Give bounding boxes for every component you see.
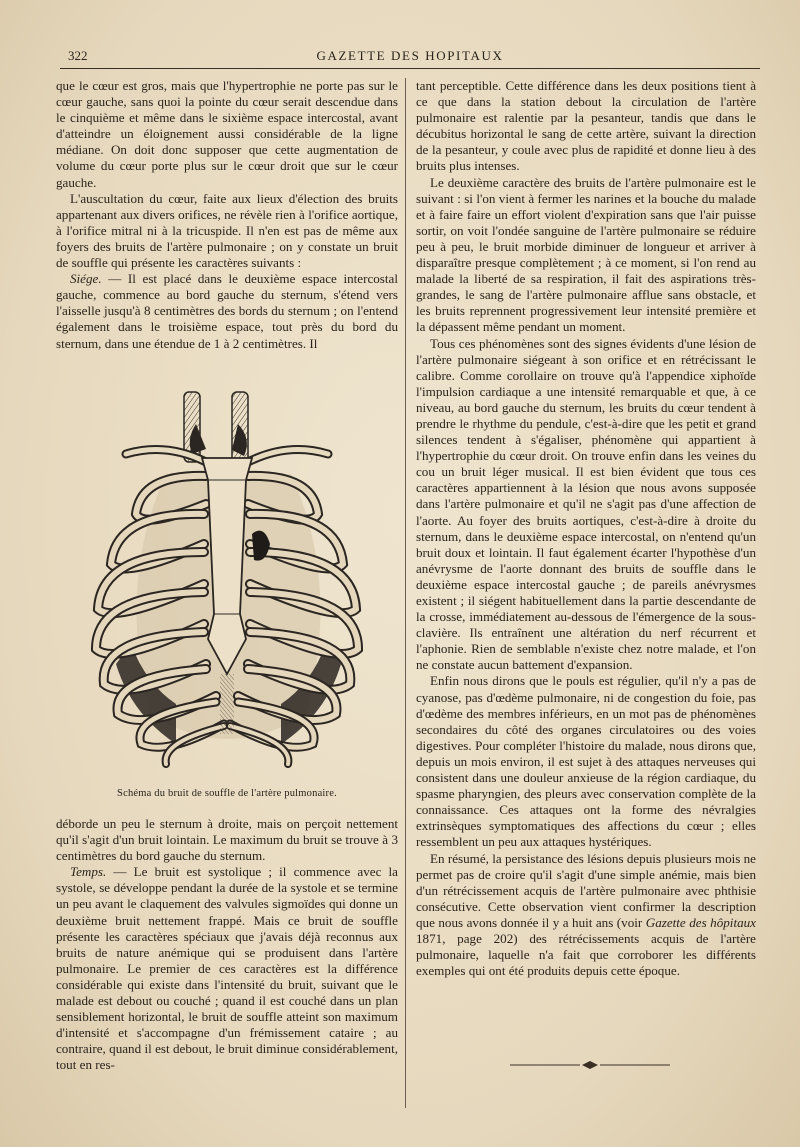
paragraph-siege: [56, 271, 398, 351]
page-header: [60, 44, 760, 69]
right-column: [416, 78, 756, 979]
running-head: GAZETTE DES HOPITAUX: [316, 48, 504, 63]
paragraph: Enfin nous dirons que le pouls est régulier, qu'il n'y a pas de cyanose, pas d'œdème pulmonaire, ni de congestion du foie, pas d'œdème des membres inférieurs, en un mot pas de phénomènes secondaires du côté des organes circulatoires ou des voies digestives. Pour compléter l'histoire du malade, nous dirons que, depuis un mois environ, il est sujet à des attaques nerveuses qui consistent dans une douleur anxieuse de la région cardiaque, du spasme pharyngien, des pleurs avec conservation complète de la connaissance. Ces attaques ont la forme des névralgies extrinsèques symptomatiques des affections du cœur ; elles ressemblent un peu aux attaques hystériques.: [416, 673, 756, 850]
paragraph: Le deuxième caractère des bruits de l'artère pulmonaire est le suivant : si l'on vient à fermer les narines et la bouche du malade et à faire faire un effort violent d'expiration sans que l'air puisse sortir, on voit l'ondée sanguine de l'artère pulmonaire se réduire peu à peu, le bruit morbide diminuer de longueur et arriver à disparaître presque complètement ; à ce moment, si l'on rend au malade la liberté de sa respiration, il fait des aspirations très-grandes, le sang de l'artère pulmonaire afflue sans obstacle, et les bruits reprennent progressivement leur intensité première et la dépassent même pendant un moment.: [416, 174, 756, 335]
figure: [56, 384, 398, 814]
left-column-top: [56, 78, 398, 352]
paragraph-temps: [56, 864, 398, 1073]
page-number: 322: [68, 48, 88, 63]
temps-label: Temps.: [70, 864, 107, 880]
paragraph: déborde un peu le sternum à droite, mais on perçoit nettement qu'il s'agit d'un bruit lointain. Le maximum du bruit se trouve à 3 centimètres du bord gauche du sternum.: [56, 816, 398, 864]
column-rule: [405, 78, 406, 1108]
paragraph: tant perceptible. Cette différence dans les deux positions tient à ce que dans la station debout la circulation de l'artère pulmonaire est ralentie par la pesanteur, tandis que dans le décubitus horizontal le sang de cette artère, suivant la direction de la pesanteur, y coule avec plus de rapidité et donne lieu à des bruits plus intenses.: [416, 78, 756, 174]
paragraph: que le cœur est gros, mais que l'hypertrophie ne porte pas sur le cœur gauche, sans quoi la pointe du cœur serait descendue dans le cinquième et même dans le sixième espace intercostal, avant d'atteindre un éloignement aussi considérable de la ligne médiane. On doit donc supposer que cette augmentation de volume du cœur porte plus sur le cœur droit que sur le cœur gauche.: [56, 78, 398, 190]
siege-text: — Il est placé dans le deuxième espace intercostal gauche, commence au bord gauche du sternum, s'étend vers l'aisselle jusqu'à 8 centimètres des bords du sternum ; on l'entend également dans le troisième espace, tout près du bord du sternum, dans une étendue de 1 à 2 centimètres. Il: [56, 271, 398, 351]
siege-label: Siége.: [70, 271, 102, 287]
journal-title: Gazette des hôpitaux: [645, 914, 756, 930]
paragraph: Tous ces phénomènes sont des signes évidents d'une lésion de l'artère pulmonaire siégeant à son orifice et en rétrécissant le calibre. Comme corollaire on trouve qu'à l'appendice xiphoïde l'impulsion cardiaque a une intensité remarquable et que, à ce niveau, au bord gauche du sternum, les bruits du cœur tendent à prendre le rhythme du pendule, c'est-à-dire que les petit et grand silences tendent à s'égaliser, phénomène qui appartient à l'hypertrophie du cœur droit. On trouve enfin dans les veines du cou un bruit léger musical. Il est bien évident que tous ces caractères appartiennent à la lésion que nous avons supposée dans l'artère pulmonaire et qu'il ne s'agit pas d'une affection de l'aorte. Au foyer des bruits aortiques, c'est-à-dire à droite du sternum, dans le deuxième espace intercostal, on n'entend qu'un bruit doux et lointain. Il faut également écarter l'hypothèse d'un anévrysme de l'aorte donnant des bruits de souffle dans le deuxième espace intercostal gauche ; de pareils anévrysmes existent ; il siégent habituellement dans la partie descendante de la crosse, immédiatement au-dessous de l'émergence de la sous-clavière. Ils entraînent une altération du nerf récurrent et l'aphonie. Rien de semblable n'existe chez notre malade, et l'on ne constate aucun battement d'expansion.: [416, 335, 756, 673]
left-column-bottom: [56, 816, 398, 1074]
temps-text: — Le bruit est systolique ; il commence avec la systole, se développe pendant la durée de la systole et se termine un peu avant le claquement des valvules sigmoïdes qui donne un deuxième bruit nettement frappé. Mais ce bruit de souffle présente les caractères spéciaux que j'avais déjà reconnus aux bruits de nature anémique qui se produisent dans l'artère pulmonaire. Le premier de ces caractères est la différence considérable qui existe dans l'intensité du bruit, suivant que le malade est debout ou couché ; quand il est couché dans un plan sensiblement horizontal, le bruit de souffle atteint son maximum d'intensité et s'accompagne d'un frémissement cataire ; au contraire, quand il est debout, le bruit diminue considérablement, tout en res-: [56, 864, 398, 1073]
paragraph-final: [416, 851, 756, 980]
final-text-after: 1871, page 202) des rétrécissements acquis de l'artère pulmonaire, laquelle n'a fait que corroborer les différents exemples qui ont été produits depuis cette époque.: [416, 930, 756, 979]
end-ornament: [510, 1060, 670, 1070]
rib-cage-engraving: [56, 384, 398, 784]
paragraph: L'auscultation du cœur, faite aux lieux d'élection des bruits appartenant aux divers orifices, ne révèle rien à l'orifice aortique, à l'orifice mitral ni à la tricuspide. Il n'en est pas de même aux foyers des bruits de l'artère pulmonaire ; on y constate un bruit de souffle qui présente les caractères suivants :: [56, 190, 398, 271]
figure-caption: Schéma du bruit de souffle de l'artère pulmonaire.: [117, 788, 337, 799]
final-text-before: En résumé, la persistance des lésions depuis plusieurs mois ne permet pas de croire qu'il s'agit d'une simple anémie, mais bien d'un rétrécissement acquis de l'artère pulmonaire avec phthisie consécutive. Cette observation vient confirmer la description que nous avons donnée il y a huit ans (voir: [416, 850, 756, 930]
